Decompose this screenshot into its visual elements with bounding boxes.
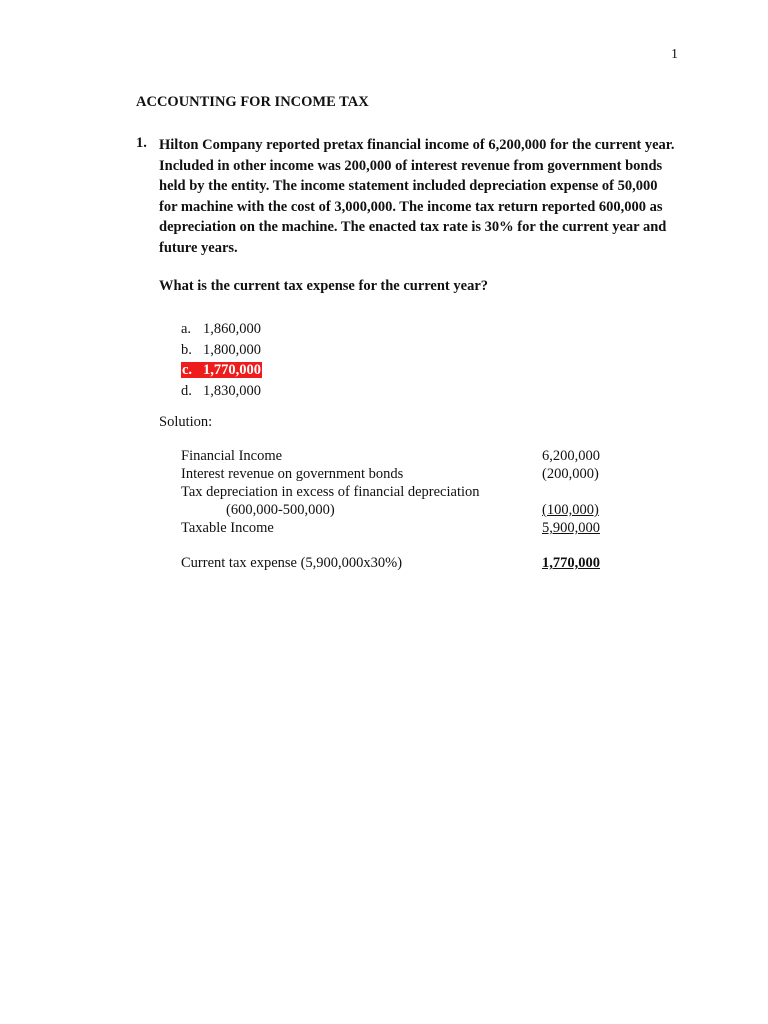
- solution-row-label: Interest revenue on government bonds: [181, 466, 404, 482]
- choice-b[interactable]: [181, 340, 262, 361]
- choice-letter: b.: [181, 341, 192, 358]
- question-prompt: What is the current tax expense for the current year?: [159, 278, 489, 294]
- solution-row-label: Financial Income: [181, 448, 283, 464]
- choice-highlight: [181, 362, 262, 378]
- answer-choices: [181, 319, 262, 401]
- choice-a[interactable]: [181, 319, 262, 340]
- solution-row-value: (200,000): [542, 466, 599, 482]
- solution-label: Solution:: [159, 414, 213, 430]
- choice-c-selected[interactable]: [181, 360, 262, 381]
- solution-row-label: Tax depreciation in excess of financial depreciation: [181, 484, 480, 500]
- solution-row-label: Taxable Income: [181, 520, 274, 536]
- choice-value: 1,800,000: [203, 341, 261, 358]
- solution-row-label: Current tax expense (5,900,000x30%): [181, 555, 403, 571]
- solution-total-value: 1,770,000: [542, 555, 600, 571]
- choice-value: 1,860,000: [203, 321, 261, 337]
- question-text: Hilton Company reported pretax financial income of 6,200,000 for the current year. Included in other income was 200,000 of interest revenue from government bonds held by the entity. The income statement included depreciation expense of 50,000 for machine with the cost of 3,000,000. The income tax return reported 600,000 as depreciation on the machine. The enacted tax rate is 30% for the current year and future years.: [159, 137, 675, 256]
- choice-letter: d.: [181, 382, 192, 399]
- page-number: 1: [671, 47, 678, 62]
- solution-row-label: (600,000-500,000): [226, 502, 335, 518]
- choice-d[interactable]: [181, 381, 262, 402]
- choice-value: 1,770,000: [203, 362, 261, 378]
- solution-row-value: 5,900,000: [542, 520, 600, 536]
- choice-value: 1,830,000: [203, 382, 261, 399]
- document-title: ACCOUNTING FOR INCOME TAX: [136, 94, 369, 110]
- question-number: 1.: [136, 135, 147, 151]
- solution-row-value: (100,000): [542, 502, 599, 518]
- choice-letter: a.: [181, 321, 192, 337]
- choice-letter: c.: [182, 362, 193, 378]
- solution-row-value: 6,200,000: [542, 448, 600, 464]
